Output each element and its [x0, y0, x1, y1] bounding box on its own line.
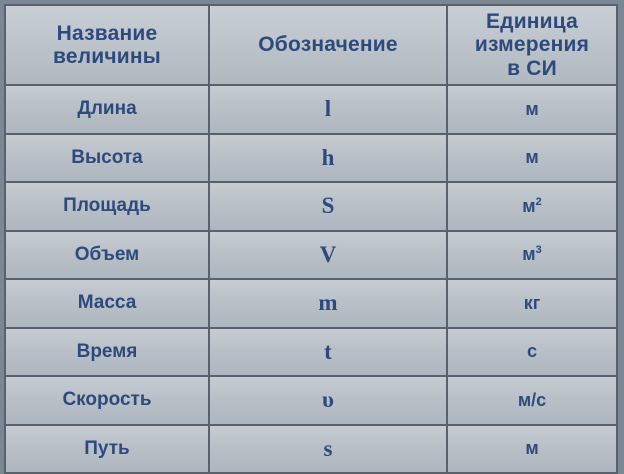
cell-quantity-name: Высота	[5, 134, 209, 183]
column-header-name-line2: величины	[53, 45, 161, 68]
column-header-symbol	[209, 5, 447, 85]
cell-quantity-symbol: υ	[209, 376, 447, 425]
column-header-name	[5, 5, 209, 85]
table-row	[5, 85, 617, 134]
column-header-symbol-line1: Обозначение	[258, 33, 398, 57]
table-row	[5, 231, 617, 280]
table-body	[5, 85, 617, 473]
unit-text: м/с	[517, 389, 547, 410]
cell-quantity-name: Путь	[5, 425, 209, 474]
cell-quantity-symbol: S	[209, 182, 447, 231]
table-header	[5, 5, 617, 85]
cell-quantity-name: Объем	[5, 231, 209, 280]
unit-text: м	[525, 147, 539, 168]
unit-text: м	[525, 98, 539, 119]
column-header-unit	[447, 5, 617, 85]
table-row	[5, 279, 617, 328]
column-header-unit-line1: Единица	[485, 10, 579, 34]
column-header-unit-line2: измерения	[474, 33, 590, 57]
unit-text: кг	[523, 292, 541, 313]
quantities-table	[4, 4, 618, 474]
cell-quantity-unit	[447, 85, 617, 134]
column-header-unit-line3: в СИ	[507, 56, 557, 80]
table-row	[5, 376, 617, 425]
cell-quantity-symbol: s	[209, 425, 447, 474]
unit-text: м	[522, 195, 536, 216]
cell-quantity-unit	[447, 279, 617, 328]
cell-quantity-name: Время	[5, 328, 209, 377]
cell-quantity-name: Масса	[5, 279, 209, 328]
cell-quantity-unit	[447, 376, 617, 425]
cell-quantity-unit	[447, 231, 617, 280]
unit-text: м	[522, 244, 536, 265]
cell-quantity-name: Площадь	[5, 182, 209, 231]
table-row	[5, 425, 617, 474]
cell-quantity-symbol: h	[209, 134, 447, 183]
cell-quantity-symbol: V	[209, 231, 447, 280]
unit-exponent: 2	[535, 195, 542, 208]
cell-quantity-name: Скорость	[5, 376, 209, 425]
unit-text: м	[525, 438, 539, 459]
cell-quantity-symbol: t	[209, 328, 447, 377]
table-row	[5, 182, 617, 231]
cell-quantity-unit	[447, 328, 617, 377]
unit-exponent: 3	[535, 244, 542, 257]
cell-quantity-name: Длина	[5, 85, 209, 134]
cell-quantity-unit	[447, 425, 617, 474]
unit-text: с	[526, 341, 537, 362]
cell-quantity-symbol: m	[209, 279, 447, 328]
column-header-name-line1: Название	[56, 21, 158, 45]
cell-quantity-unit	[447, 134, 617, 183]
table-row	[5, 134, 617, 183]
table-row	[5, 328, 617, 377]
table-header-row	[5, 5, 617, 85]
cell-quantity-symbol: l	[209, 85, 447, 134]
cell-quantity-unit	[447, 182, 617, 231]
